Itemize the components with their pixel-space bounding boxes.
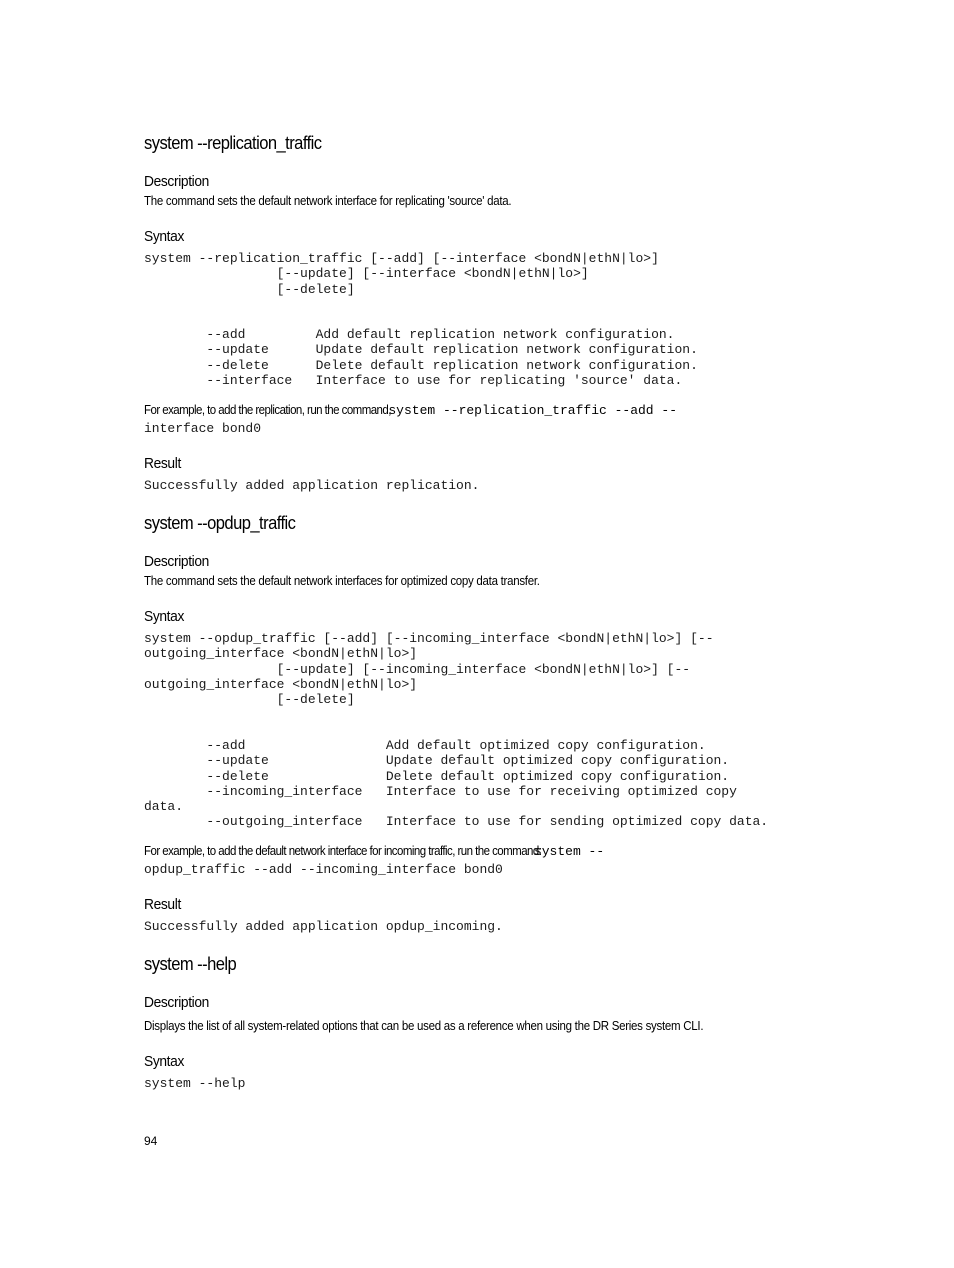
description-heading: Description [144, 173, 209, 190]
description-text: The command sets the default network interface for replicating 'source' data. [144, 194, 512, 208]
syntax-heading: Syntax [144, 608, 184, 625]
example-code: system --replication_traffic --add -- [388, 403, 678, 418]
example-paragraph [144, 401, 677, 420]
result-code: Successfully added application opdup_incoming. [144, 919, 503, 934]
options-code: --add Add default optimized copy configuration. --update Update default optimized copy configuration. --delete Delete default optimized copy configuration. --incoming_interface Interface to use for receiving optimized copy data. --outgoing_interface Interface to use for sending optimized copy data. [144, 738, 769, 830]
syntax-code: system --opdup_traffic [--add] [--incoming_interface <bondN|ethN|lo>] [-- outgoing_interface <bondN|ethN|lo>] [--update] [--incoming_interface <bondN|ethN|lo>] [-- outgoing_interface <bondN|ethN|lo>] [--delete] [144, 631, 714, 708]
page-number: 94 [144, 1134, 158, 1148]
section-title-replication-traffic: system --replication_traffic [144, 133, 322, 153]
example-code-continued: opdup_traffic --add --incoming_interface bond0 [144, 862, 503, 877]
syntax-code: system --replication_traffic [--add] [--interface <bondN|ethN|lo>] [--update] [--interface <bondN|ethN|lo>] [--delete] [144, 251, 659, 297]
syntax-heading: Syntax [144, 1053, 184, 1070]
example-paragraph [144, 842, 604, 861]
result-heading: Result [144, 896, 181, 913]
description-text: Displays the list of all system-related options that can be used as a reference when using the DR Series system CLI. [144, 1019, 704, 1033]
description-heading: Description [144, 553, 209, 570]
result-code: Successfully added application replication. [144, 478, 480, 493]
description-text: The command sets the default network interfaces for optimized copy data transfer. [144, 574, 540, 588]
example-code-continued: interface bond0 [144, 421, 262, 436]
options-code: --add Add default replication network configuration. --update Update default replication network configuration. --delete Delete default replication network configuration. --interface Interface to use for replicating 'source' data. [206, 327, 698, 388]
example-text: For example, to add the replication, run the command, [144, 403, 391, 417]
result-heading: Result [144, 455, 181, 472]
example-code: system -- [533, 844, 605, 859]
description-heading: Description [144, 994, 209, 1011]
section-title-help: system --help [144, 954, 237, 974]
example-text: For example, to add the default network interface for incoming traffic, run the command: [144, 844, 542, 858]
syntax-heading: Syntax [144, 228, 184, 245]
section-title-opdup-traffic: system --opdup_traffic [144, 513, 296, 533]
syntax-code: system --help [144, 1076, 246, 1091]
